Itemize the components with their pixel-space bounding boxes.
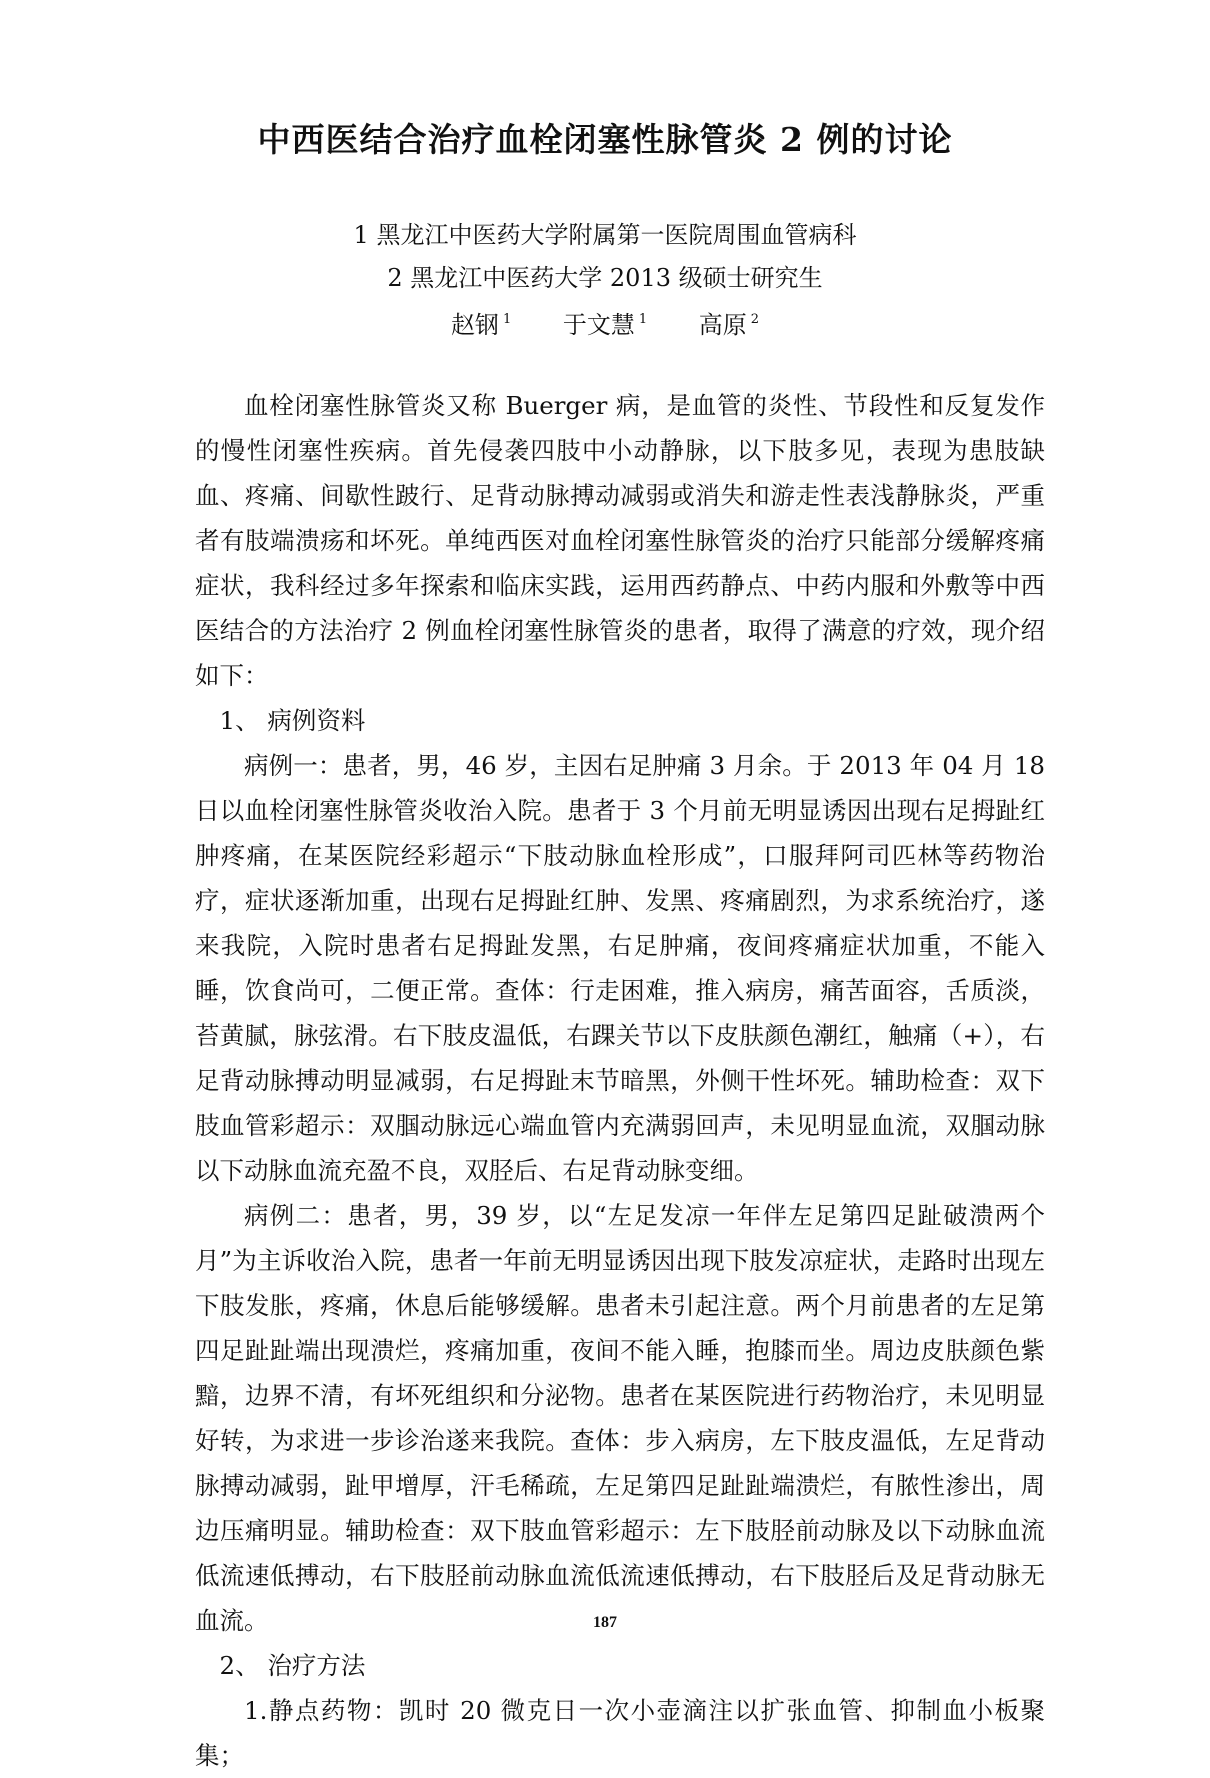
case-two-paragraph: 病例二：患者，男，39 岁，以“左足发凉一年伴左足第四足趾破溃两个月”为主诉收治入院，患者一年前无明显诱因出现下肢发凉症状，走路时出现左下肢发胀，疼痛，休息后能够缓解。患者未引起注意。两个月前患者的左足第四足趾趾端出现溃烂，疼痛加重，夜间不能入睡，抱膝而坐。周边皮肤颜色紫黯，边界不清，有坏死组织和分泌物。患者在某医院进行药物治疗，未见明显好转，为求进一步诊治遂来我院。查体：步入病房，左下肢皮温低，左足背动脉搏动减弱，趾甲增厚，汗毛稀疏，左足第四足趾趾端溃烂，有脓性渗出，周边压痛明显。辅助检查：双下肢血管彩超示：左下肢胫前动脉及以下动脉血流低流速低搏动，右下肢胫前动脉血流低流速低搏动，右下肢胫后及足背动脉无血流。 xyxy=(195,1201,1045,1635)
article-title: 中西医结合治疗血栓闭塞性脉管炎 2 例的讨论 xyxy=(257,120,953,159)
author xyxy=(699,311,759,339)
affiliation-mark: 1 xyxy=(638,312,648,327)
author xyxy=(563,311,647,339)
affiliation-1: 1 黑龙江中医药大学附属第一医院周围血管病科 xyxy=(353,221,857,249)
author-name: 高原 xyxy=(698,311,747,339)
author-name: 于文慧 xyxy=(562,311,635,339)
treatment-paragraph: 1.静点药物：凯时 20 微克日一次小壶滴注以扩张血管、抑制血小板聚集； xyxy=(195,1696,1045,1770)
affiliation-mark: 2 xyxy=(750,312,760,327)
author-list xyxy=(0,303,1210,342)
author-name: 赵钢 xyxy=(450,311,499,339)
section-heading: 1、 病例资料 xyxy=(219,706,366,735)
affiliation-2: 2 黑龙江中医药大学 2013 级硕士研究生 xyxy=(387,264,823,292)
affiliation-mark: 1 xyxy=(502,312,512,327)
section-heading: 2、 治疗方法 xyxy=(219,1651,366,1680)
intro-paragraph: 血栓闭塞性脉管炎又称 Buerger 病，是血管的炎性、节段性和反复发作的慢性闭塞性疾病。首先侵袭四肢中小动静脉，以下肢多见，表现为患肢缺血、疼痛、间歇性跛行、足背动脉搏动减弱或消失和游走性表浅静脉炎，严重者有肢端溃疡和坏死。单纯西医对血栓闭塞性脉管炎的治疗只能部分缓解疼痛症状，我科经过多年探索和临床实践，运用西药静点、中药内服和外敷等中西医结合的方法治疗 2 例血栓闭塞性脉管炎的患者，取得了满意的疗效，现介绍如下： xyxy=(195,391,1045,690)
page-number: 187 xyxy=(593,1614,617,1631)
article-body xyxy=(195,383,1045,1778)
case-one-paragraph: 病例一：患者，男，46 岁，主因右足肿痛 3 月余。于 2013 年 04 月 18 日以血栓闭塞性脉管炎收治入院。患者于 3 个月前无明显诱因出现右足拇趾红肿疼痛，在某医院经彩超示“下肢动脉血栓形成”，口服拜阿司匹林等药物治疗，症状逐渐加重，出现右足拇趾红肿、发黑、疼痛剧烈，为求系统治疗，遂来我院，入院时患者右足拇趾发黑，右足肿痛，夜间疼痛症状加重，不能入睡，饮食尚可，二便正常。查体：行走困难，推入病房，痛苦面容，舌质淡，苔黄腻，脉弦滑。右下肢皮温低，右踝关节以下皮肤颜色潮红，触痛（+），右足背动脉搏动明显减弱，右足拇趾末节暗黑，外侧干性坏死。辅助检查：双下肢血管彩超示：双腘动脉远心端血管内充满弱回声，未见明显血流，双腘动脉以下动脉血流充盈不良，双胫后、右足背动脉变细。 xyxy=(195,751,1045,1185)
author xyxy=(451,311,511,339)
